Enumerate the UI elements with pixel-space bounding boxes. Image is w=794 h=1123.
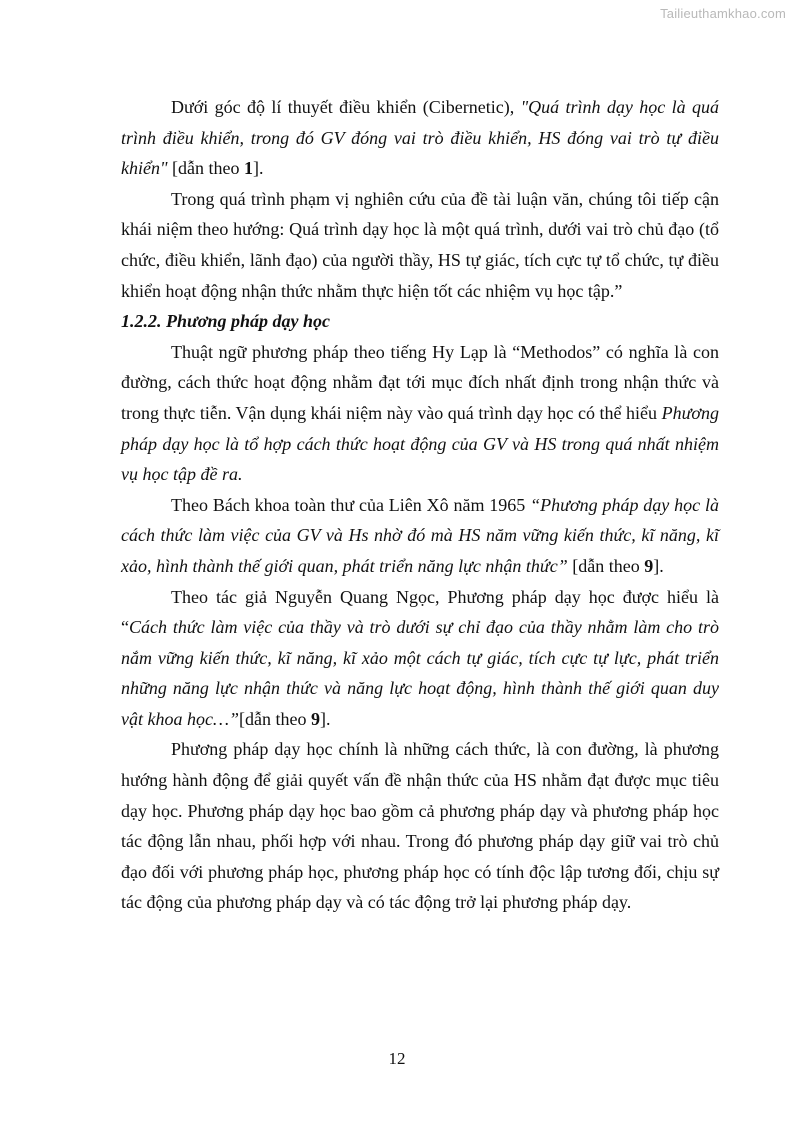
text: [dẫn theo [567, 555, 645, 576]
text: Dưới góc độ lí thuyết điều khiển (Cibernetic), [171, 97, 521, 117]
watermark: Tailieuthamkhao.com [660, 6, 786, 21]
text: Theo Bách khoa toàn thư của Liên Xô năm 1965 [171, 494, 531, 515]
paragraph-cibernetic [121, 92, 719, 184]
paragraph-approach: Trong quá trình phạm vị nghiên cứu của đề tài luận văn, chúng tôi tiếp cận khái niệm theo hướng: Quá trình dạy học là một quá trình, dưới vai trò chủ đạo (tổ chức, điều khiển, lãnh đạo) của người thầy, HS tự giác, tích cực tự tổ chức, tự điều khiển hoạt động nhận thức nhằm thực hiện tốt các nhiệm vụ học tập.” [121, 188, 719, 301]
text: ]. [319, 708, 331, 729]
text: Theo tác giả Nguyễn Quang Ngọc, Phương pháp dạy học được hiểu là “ [121, 586, 719, 638]
paragraph-nguyen-quang-ngoc [121, 582, 719, 735]
reference-number: 9 [644, 555, 654, 576]
paragraph-encyclopedia [121, 490, 719, 582]
quote-italic: “Phương pháp dạy học là cách thức làm việc của GV và Hs nhờ đó mà HS năm vững kiến thức, kĩ năng, kĩ xảo, hình thành thế giới quan, phát triển năng lực nhận thức” [121, 494, 719, 576]
quote-italic: "Quá trình dạy học là quá trình điều khiển, trong đó GV đóng vai trò điều khiển, HS đóng vai trò tự điều khiển" [121, 97, 719, 179]
reference-number: 9 [310, 708, 320, 729]
document-body [121, 92, 719, 918]
page-number: 12 [388, 1049, 406, 1068]
paragraph-conclusion: Phương pháp dạy học chính là những cách thức, là con đường, là phương hướng hành động để giải quyết vấn đề nhận thức của HS nhằm đạt được mục tiêu dạy học. Phương pháp dạy học bao gồm cả phương pháp dạy và phương pháp học tác động lẫn nhau, phối hợp với nhau. Trong đó phương pháp dạy giữ vai trò chủ đạo đối với phương pháp học, phương pháp học có tính độc lập tương đối, chịu sự tác động của phương pháp dạy và có tác động trở lại phương pháp dạy. [121, 739, 719, 913]
text: [dẫn theo [167, 158, 245, 179]
text: ]. [253, 158, 264, 179]
quote-italic: Cách thức làm việc của thầy và trò dưới sự chỉ đạo của thầy nhằm làm cho trò nắm vững kiến thức, kĩ năng, kĩ xảo một cách tự giác, tích cực tự lực, phát triển những năng lực nhận thức và năng lực hoạt động, hình thành thế giới quan duy vật khoa học…” [121, 617, 719, 729]
reference-number: 1 [244, 158, 254, 179]
text: Thuật ngữ phương pháp theo tiếng Hy Lạp là “Methodos” có nghĩa là con đường, cách thức hoạt động nhằm đạt tới mục đích nhất định trong nhận thức và trong thực tiễn. Vận dụng khái niệm này vào quá trình dạy học có thể hiểu [121, 341, 719, 423]
definition-italic: Phương pháp dạy học là tổ hợp cách thức hoạt động của GV và HS trong quá nhất nhiệm vụ học tập đề ra. [121, 402, 719, 485]
text: ]. [653, 555, 664, 576]
paragraph-methodos [121, 337, 719, 490]
section-heading: 1.2.2. Phương pháp dạy học [121, 311, 330, 332]
text: [dẫn theo [238, 708, 311, 729]
